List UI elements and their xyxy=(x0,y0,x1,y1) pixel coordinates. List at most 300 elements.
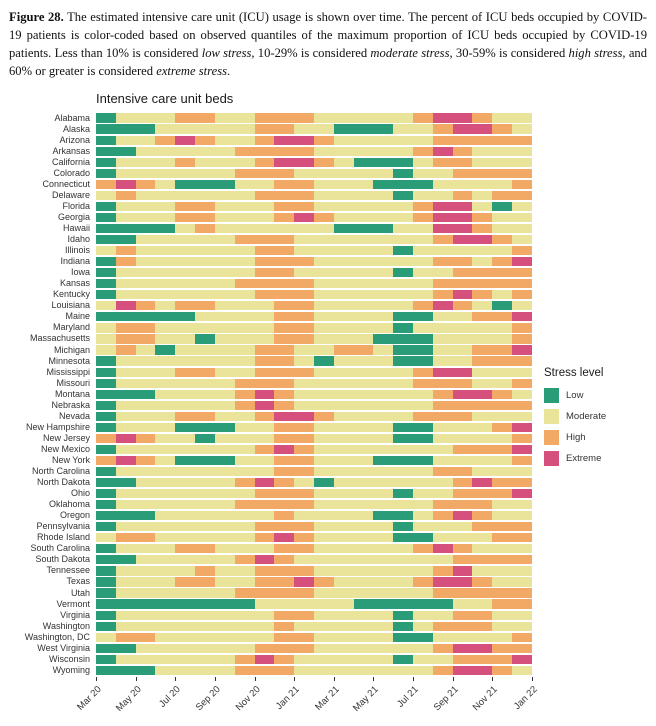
heatmap-cell xyxy=(96,368,116,377)
heatmap-cell xyxy=(433,235,453,244)
heatmap-cell xyxy=(453,147,473,156)
heatmap-row-cells xyxy=(96,390,532,399)
heatmap-row-cells xyxy=(96,500,532,509)
heatmap-cell xyxy=(294,268,314,277)
heatmap-cell xyxy=(492,467,512,476)
heatmap-cell xyxy=(314,191,334,200)
heatmap-cell xyxy=(235,268,255,277)
heatmap-cell xyxy=(255,301,275,310)
heatmap-cell xyxy=(155,412,175,421)
heatmap-row-cells xyxy=(96,246,532,255)
heatmap-cell xyxy=(354,356,374,365)
heatmap-cell xyxy=(354,478,374,487)
heatmap-cell xyxy=(274,301,294,310)
heatmap-cell xyxy=(136,136,156,145)
stress-term: moderate stress xyxy=(370,45,450,60)
heatmap-row xyxy=(8,289,532,300)
heatmap-row-cells xyxy=(96,124,532,133)
heatmap-cell xyxy=(96,136,116,145)
heatmap-cell xyxy=(334,180,354,189)
heatmap-cell xyxy=(334,312,354,321)
heatmap-cell xyxy=(215,644,235,653)
heatmap-row xyxy=(8,565,532,576)
heatmap-cell xyxy=(472,599,492,608)
heatmap-cell xyxy=(175,522,195,531)
heatmap-row-cells xyxy=(96,147,532,156)
heatmap-cell xyxy=(472,401,492,410)
heatmap-cell xyxy=(274,445,294,454)
heatmap-cell xyxy=(175,500,195,509)
y-axis-label: Maine xyxy=(65,311,90,322)
heatmap-cell xyxy=(393,158,413,167)
heatmap-cell xyxy=(136,301,156,310)
heatmap-cell xyxy=(195,268,215,277)
caption-text: . xyxy=(227,63,231,78)
heatmap-cell xyxy=(255,235,275,244)
heatmap-cell xyxy=(472,544,492,553)
heatmap-cell xyxy=(512,644,532,653)
heatmap-cell xyxy=(472,467,492,476)
heatmap-cell xyxy=(136,566,156,575)
heatmap-cell xyxy=(413,533,433,542)
heatmap-cell xyxy=(472,136,492,145)
heatmap-cell xyxy=(433,566,453,575)
heatmap-cell xyxy=(235,511,255,520)
heatmap-cell xyxy=(314,147,334,156)
heatmap-cell xyxy=(235,202,255,211)
heatmap-cell xyxy=(116,412,136,421)
heatmap-cell xyxy=(195,257,215,266)
heatmap-cell xyxy=(512,412,532,421)
heatmap-cell xyxy=(294,611,314,620)
heatmap-cell xyxy=(393,622,413,631)
heatmap-cell xyxy=(492,412,512,421)
stress-term: low stress xyxy=(201,45,252,60)
heatmap-cell xyxy=(235,655,255,664)
heatmap-cell xyxy=(294,533,314,542)
heatmap-cell xyxy=(512,268,532,277)
heatmap-cell xyxy=(334,268,354,277)
heatmap-cell xyxy=(215,334,235,343)
heatmap-cell xyxy=(235,301,255,310)
heatmap-cell xyxy=(116,180,136,189)
heatmap-cell xyxy=(393,136,413,145)
heatmap-cell xyxy=(155,577,175,586)
heatmap-row-cells xyxy=(96,401,532,410)
heatmap-cell xyxy=(413,368,433,377)
heatmap-row xyxy=(8,632,532,643)
heatmap-cell xyxy=(512,390,532,399)
heatmap-cell xyxy=(175,599,195,608)
heatmap-row-cells xyxy=(96,588,532,597)
heatmap-cell xyxy=(314,655,334,664)
heatmap-row xyxy=(8,256,532,267)
heatmap-cell xyxy=(373,611,393,620)
heatmap-cell xyxy=(175,566,195,575)
heatmap-row xyxy=(8,444,532,455)
heatmap-cell xyxy=(472,158,492,167)
heatmap-cell xyxy=(354,290,374,299)
heatmap-cell xyxy=(512,666,532,675)
heatmap-cell xyxy=(96,180,116,189)
heatmap-cell xyxy=(393,655,413,664)
heatmap-cell xyxy=(472,489,492,498)
heatmap-cell xyxy=(96,434,116,443)
heatmap-cell xyxy=(255,379,275,388)
heatmap-row xyxy=(8,135,532,146)
heatmap-cell xyxy=(274,158,294,167)
heatmap-cell xyxy=(274,533,294,542)
heatmap-cell xyxy=(413,213,433,222)
heatmap-cell xyxy=(492,588,512,597)
heatmap-cell xyxy=(96,500,116,509)
heatmap-cell xyxy=(334,235,354,244)
heatmap-cell xyxy=(433,169,453,178)
heatmap-cell xyxy=(136,511,156,520)
heatmap-cell xyxy=(453,268,473,277)
x-axis-tick xyxy=(175,677,176,681)
heatmap-cell xyxy=(453,599,473,608)
heatmap-cell xyxy=(433,158,453,167)
heatmap-cell xyxy=(314,544,334,553)
heatmap-cell xyxy=(453,213,473,222)
heatmap-cell xyxy=(116,257,136,266)
heatmap-cell xyxy=(453,456,473,465)
heatmap-cell xyxy=(472,268,492,277)
heatmap-cell xyxy=(255,279,275,288)
heatmap-cell xyxy=(512,401,532,410)
legend-swatch xyxy=(544,451,559,466)
x-axis-label: Nov 20 xyxy=(233,683,263,713)
y-axis-label: Alaska xyxy=(62,123,90,134)
heatmap-cell xyxy=(393,323,413,332)
legend-swatch xyxy=(544,388,559,403)
heatmap-cell xyxy=(314,124,334,133)
heatmap-cell xyxy=(314,356,334,365)
heatmap-cell xyxy=(274,345,294,354)
heatmap-cell xyxy=(492,555,512,564)
y-axis-label: Illinois xyxy=(64,245,90,256)
y-axis-label: Montana xyxy=(54,388,90,399)
heatmap-cell xyxy=(413,224,433,233)
y-axis-label: Massachusetts xyxy=(29,333,90,344)
heatmap-row xyxy=(8,389,532,400)
heatmap-cell xyxy=(512,235,532,244)
heatmap-cell xyxy=(354,113,374,122)
heatmap-cell xyxy=(334,124,354,133)
heatmap-cell xyxy=(472,555,492,564)
heatmap-cell xyxy=(492,401,512,410)
heatmap-cell xyxy=(136,158,156,167)
heatmap-cell xyxy=(334,323,354,332)
heatmap-cell xyxy=(413,478,433,487)
heatmap-cell xyxy=(413,445,433,454)
heatmap-cell xyxy=(294,644,314,653)
heatmap-cell xyxy=(492,522,512,531)
heatmap-cell xyxy=(255,489,275,498)
heatmap-cell xyxy=(492,180,512,189)
heatmap-cell xyxy=(433,489,453,498)
heatmap-cell xyxy=(393,235,413,244)
heatmap-cell xyxy=(354,202,374,211)
heatmap-cell xyxy=(136,169,156,178)
legend-swatch xyxy=(544,430,559,445)
heatmap-cell xyxy=(235,213,255,222)
heatmap-cell xyxy=(294,368,314,377)
heatmap-cell xyxy=(512,489,532,498)
heatmap-cell xyxy=(215,301,235,310)
x-axis-label: Nov 21 xyxy=(471,683,501,713)
heatmap-cell xyxy=(393,467,413,476)
heatmap-cell xyxy=(274,290,294,299)
heatmap-cell xyxy=(354,622,374,631)
heatmap-cell xyxy=(492,279,512,288)
heatmap-cell xyxy=(314,312,334,321)
heatmap-cell xyxy=(334,456,354,465)
heatmap-cell xyxy=(235,290,255,299)
heatmap-cell xyxy=(155,622,175,631)
heatmap-cell xyxy=(116,622,136,631)
heatmap-cell xyxy=(195,622,215,631)
heatmap-cell xyxy=(255,467,275,476)
heatmap-cell xyxy=(512,588,532,597)
heatmap-cell xyxy=(195,191,215,200)
heatmap-cell xyxy=(175,379,195,388)
heatmap-cell xyxy=(235,312,255,321)
heatmap-cell xyxy=(472,290,492,299)
x-axis-label: Sep 20 xyxy=(193,683,223,713)
heatmap-cell xyxy=(195,124,215,133)
heatmap-cell xyxy=(334,202,354,211)
heatmap-cell xyxy=(334,566,354,575)
heatmap-cell xyxy=(235,611,255,620)
x-axis-label: Sep 21 xyxy=(431,683,461,713)
heatmap-cell xyxy=(354,412,374,421)
heatmap-cell xyxy=(175,655,195,664)
heatmap-cell xyxy=(314,423,334,432)
y-axis-label: Minnesota xyxy=(48,355,90,366)
heatmap-cell xyxy=(433,633,453,642)
x-axis-tick xyxy=(136,677,137,681)
heatmap-cell xyxy=(373,356,393,365)
heatmap-cell xyxy=(136,401,156,410)
heatmap-cell xyxy=(393,544,413,553)
heatmap-cell xyxy=(195,588,215,597)
heatmap-cell xyxy=(215,169,235,178)
heatmap-cell xyxy=(215,445,235,454)
heatmap-cell xyxy=(453,246,473,255)
heatmap-row-cells xyxy=(96,268,532,277)
heatmap-cell xyxy=(294,224,314,233)
heatmap-cell xyxy=(334,445,354,454)
heatmap-row xyxy=(8,588,532,599)
heatmap-row xyxy=(8,190,532,201)
legend xyxy=(532,113,650,726)
heatmap-cell xyxy=(314,379,334,388)
heatmap-cell xyxy=(393,279,413,288)
heatmap-cell xyxy=(393,644,413,653)
heatmap-cell xyxy=(96,224,116,233)
heatmap-cell xyxy=(195,445,215,454)
heatmap-row-cells xyxy=(96,290,532,299)
heatmap-cell xyxy=(235,224,255,233)
heatmap-cell xyxy=(314,555,334,564)
heatmap-cell xyxy=(294,423,314,432)
heatmap-cell xyxy=(512,478,532,487)
y-axis-label: Wisconsin xyxy=(48,653,90,664)
heatmap-cell xyxy=(393,312,413,321)
heatmap-cell xyxy=(512,345,532,354)
heatmap-cell xyxy=(215,588,235,597)
heatmap-cell xyxy=(433,666,453,675)
y-axis-label: Washington xyxy=(42,620,90,631)
heatmap-cell xyxy=(373,257,393,266)
heatmap-cell xyxy=(393,511,413,520)
heatmap-row xyxy=(8,322,532,333)
heatmap-cell xyxy=(116,334,136,343)
heatmap-cell xyxy=(116,511,136,520)
heatmap-cell xyxy=(274,334,294,343)
heatmap-cell xyxy=(255,445,275,454)
heatmap-cell xyxy=(136,257,156,266)
heatmap-cell xyxy=(354,169,374,178)
heatmap-cell xyxy=(274,544,294,553)
heatmap-cell xyxy=(175,445,195,454)
heatmap-cell xyxy=(235,577,255,586)
heatmap-cell xyxy=(393,434,413,443)
heatmap-cell xyxy=(155,456,175,465)
heatmap-cell xyxy=(354,191,374,200)
heatmap-cell xyxy=(453,356,473,365)
heatmap-cell xyxy=(453,345,473,354)
heatmap-rows xyxy=(8,113,532,676)
heatmap-cell xyxy=(413,666,433,675)
heatmap-cell xyxy=(492,445,512,454)
heatmap-cell xyxy=(294,158,314,167)
heatmap-cell xyxy=(492,489,512,498)
heatmap-cell xyxy=(255,655,275,664)
heatmap-cell xyxy=(116,478,136,487)
heatmap-cell xyxy=(492,655,512,664)
heatmap-cell xyxy=(175,124,195,133)
plot-column xyxy=(8,112,540,726)
heatmap-cell xyxy=(116,588,136,597)
heatmap-cell xyxy=(96,599,116,608)
heatmap-cell xyxy=(195,379,215,388)
heatmap-cell xyxy=(195,611,215,620)
stress-term: high stress xyxy=(568,45,623,60)
heatmap-cell xyxy=(96,213,116,222)
heatmap-cell xyxy=(354,445,374,454)
heatmap-cell xyxy=(195,180,215,189)
heatmap-cell xyxy=(492,356,512,365)
heatmap-cell xyxy=(413,257,433,266)
caption-text: The estimated intensive care unit (ICU) usage is shown over time. The percent of ICU beds occupied by COVID-19 patients is color-coded based on observed quantiles of the maximum proportion of ICU beds occupied by COVID-19 patients. Less than 10% is considered xyxy=(9,10,647,60)
heatmap-cell xyxy=(175,235,195,244)
heatmap-cell xyxy=(195,323,215,332)
heatmap-cell xyxy=(413,312,433,321)
heatmap-cell xyxy=(175,191,195,200)
heatmap-cell xyxy=(155,323,175,332)
heatmap-cell xyxy=(235,113,255,122)
heatmap-cell xyxy=(155,544,175,553)
heatmap-cell xyxy=(433,478,453,487)
heatmap-row xyxy=(8,499,532,510)
heatmap-row xyxy=(8,146,532,157)
heatmap-cell xyxy=(413,599,433,608)
heatmap-cell xyxy=(393,379,413,388)
heatmap-cell xyxy=(512,136,532,145)
heatmap-cell xyxy=(492,345,512,354)
heatmap-cell xyxy=(453,633,473,642)
heatmap-cell xyxy=(294,257,314,266)
heatmap-cell xyxy=(453,611,473,620)
heatmap-cell xyxy=(96,644,116,653)
heatmap-cell xyxy=(413,323,433,332)
heatmap-cell xyxy=(373,113,393,122)
heatmap-row xyxy=(8,422,532,433)
heatmap-cell xyxy=(453,301,473,310)
heatmap-cell xyxy=(373,533,393,542)
heatmap-cell xyxy=(453,434,473,443)
figure-caption xyxy=(0,0,656,83)
legend-items xyxy=(544,388,650,472)
heatmap-cell xyxy=(433,379,453,388)
heatmap-cell xyxy=(492,611,512,620)
heatmap-cell xyxy=(354,158,374,167)
heatmap-cell xyxy=(155,290,175,299)
heatmap-cell xyxy=(235,544,255,553)
heatmap-cell xyxy=(235,489,255,498)
heatmap-cell xyxy=(413,356,433,365)
heatmap-cell xyxy=(512,379,532,388)
heatmap-cell xyxy=(175,423,195,432)
x-axis-tick xyxy=(373,677,374,681)
heatmap-cell xyxy=(255,356,275,365)
heatmap-cell xyxy=(433,511,453,520)
heatmap-cell xyxy=(215,533,235,542)
heatmap-cell xyxy=(354,379,374,388)
y-axis-label: Mississippi xyxy=(46,366,90,377)
heatmap-cell xyxy=(373,279,393,288)
heatmap-cell xyxy=(433,224,453,233)
heatmap-cell xyxy=(136,633,156,642)
heatmap-cell xyxy=(294,345,314,354)
heatmap-cell xyxy=(215,633,235,642)
heatmap-cell xyxy=(334,644,354,653)
heatmap-cell xyxy=(274,434,294,443)
heatmap-row-cells xyxy=(96,379,532,388)
heatmap-cell xyxy=(294,500,314,509)
heatmap-row xyxy=(8,554,532,565)
heatmap-cell xyxy=(433,124,453,133)
heatmap-cell xyxy=(393,268,413,277)
heatmap-cell xyxy=(274,147,294,156)
heatmap-cell xyxy=(354,124,374,133)
heatmap-cell xyxy=(393,113,413,122)
heatmap-cell xyxy=(255,511,275,520)
y-axis-label: West Virginia xyxy=(37,642,90,653)
heatmap-cell xyxy=(453,379,473,388)
heatmap-cell xyxy=(314,268,334,277)
heatmap-row xyxy=(8,267,532,278)
heatmap-cell xyxy=(175,345,195,354)
heatmap-row-cells xyxy=(96,511,532,520)
heatmap-cell xyxy=(255,246,275,255)
y-axis-label: Tennessee xyxy=(46,565,90,576)
heatmap-cell xyxy=(274,312,294,321)
heatmap-cell xyxy=(413,522,433,531)
